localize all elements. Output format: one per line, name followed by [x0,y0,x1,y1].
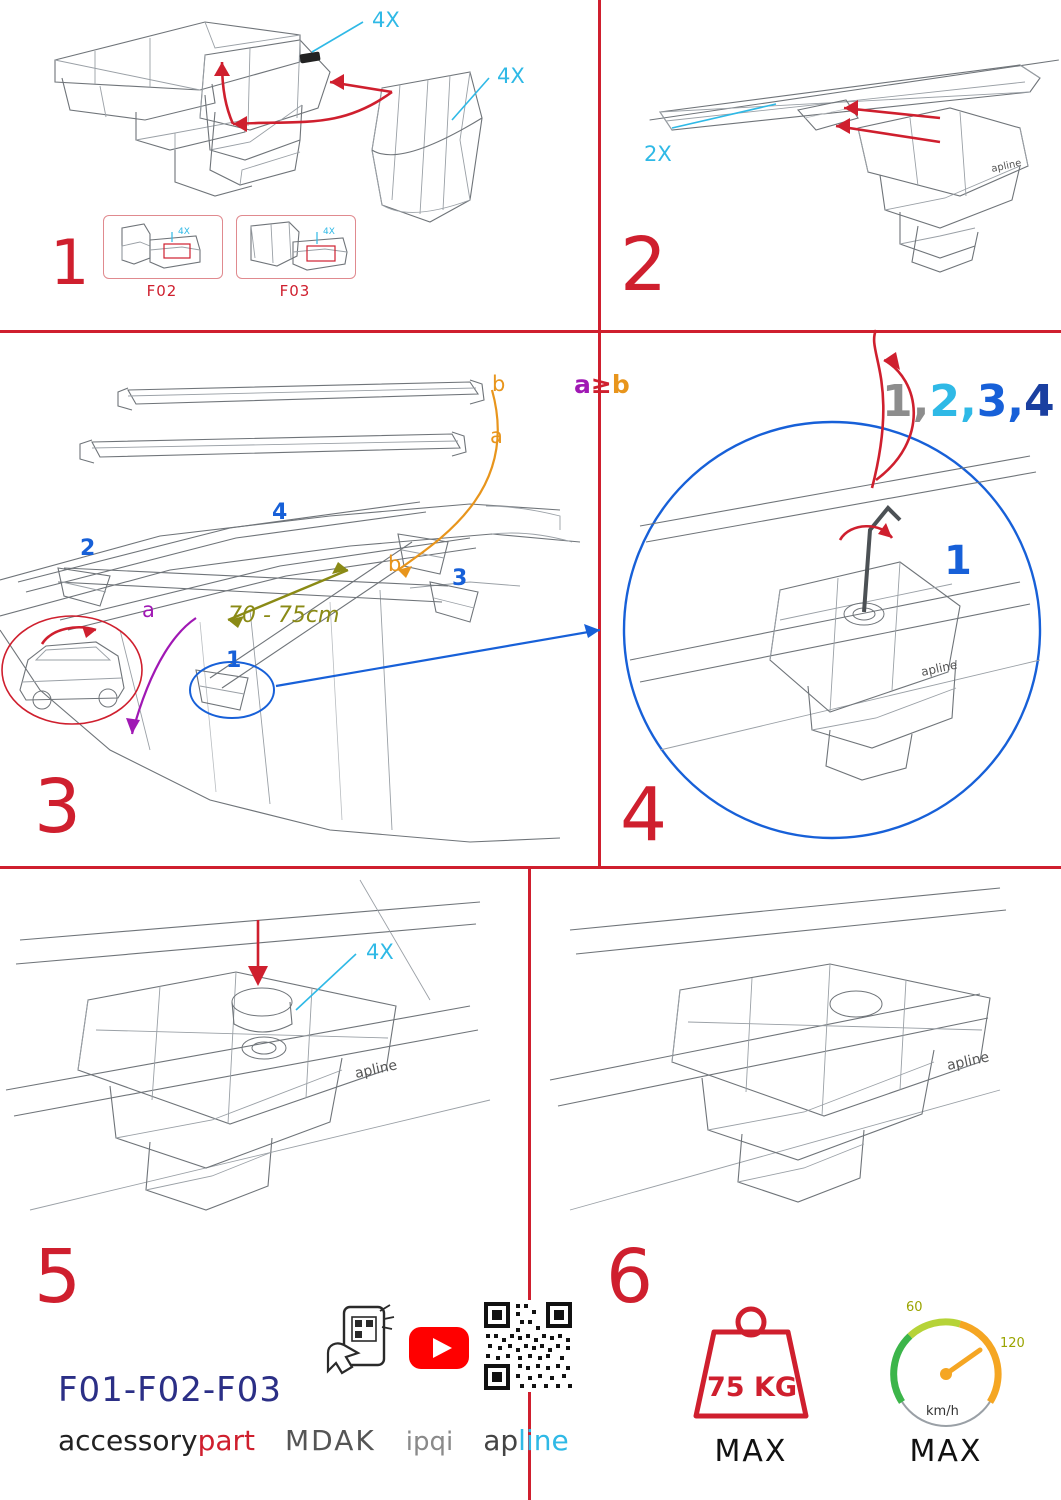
panel2-qty-rail: 2X [644,142,672,166]
gauge-max-label: 120 [1000,1336,1025,1351]
panel3-drawing [0,330,600,866]
panel5-drawing [0,880,528,1280]
panel4-turn-label: 1 [944,538,972,584]
inset-f03 [236,215,356,279]
svg-text:4X: 4X [323,227,335,237]
step-number-1: 1 [50,226,90,299]
step-number-6: 6 [606,1234,654,1320]
step-number-2: 2 [620,222,668,308]
inset-f03-caption: F03 [279,282,311,300]
panel1-drawing [0,0,600,330]
svg-text:apline: apline [990,157,1023,175]
panel3-foot-number-4: 4 [272,500,288,525]
relation-a-ge-b: a≥b [574,370,630,399]
panel3-bar-label-b: b [492,372,506,396]
max-weight-caption: MAX [714,1434,788,1469]
panel3-roof-label-a: a [142,598,155,622]
panel3-foot-number-1: 1 [226,648,242,673]
gauge-min-label: 60 [906,1300,923,1315]
step-number-5: 5 [34,1234,82,1320]
panel3-distance: 70 - 75cm [228,603,340,628]
brand-ipqi: ipqi [405,1427,454,1457]
panel5-qty-cap: 4X [366,940,394,964]
model-codes: F01-F02-F03 [58,1370,282,1410]
brand-row [58,1424,569,1457]
brand-apline: apline [483,1424,569,1457]
step-number-3: 3 [34,764,82,850]
panel1-qty-pad: 4X [497,64,525,88]
svg-text:4X: 4X [178,227,190,237]
max-weight-value: 75 KG [706,1372,798,1403]
max-speed-caption: MAX [909,1434,983,1469]
inset-f02-caption: F02 [146,282,178,300]
step-number-4: 4 [620,772,668,858]
panel3-roof-label-b: b [388,552,402,576]
panel3-foot-number-3: 3 [452,566,468,591]
speed-unit-label: km/h [926,1404,959,1419]
brand-accessorypart: accessorypart [58,1424,255,1457]
panel3-foot-number-2: 2 [80,536,96,561]
brand-mdak: MDAK [284,1424,376,1457]
svg-text:apline: apline [353,1057,399,1082]
panel3-bar-label-a: a [490,424,503,448]
svg-text:apline: apline [945,1049,991,1074]
inset-f02 [103,215,223,279]
svg-text:apline: apline [919,657,959,679]
panel4-order: 1,2,3,4 [882,376,1055,427]
panel1-qty-cover: 4X [372,8,400,32]
panel5-finished-drawing [530,880,1050,1280]
